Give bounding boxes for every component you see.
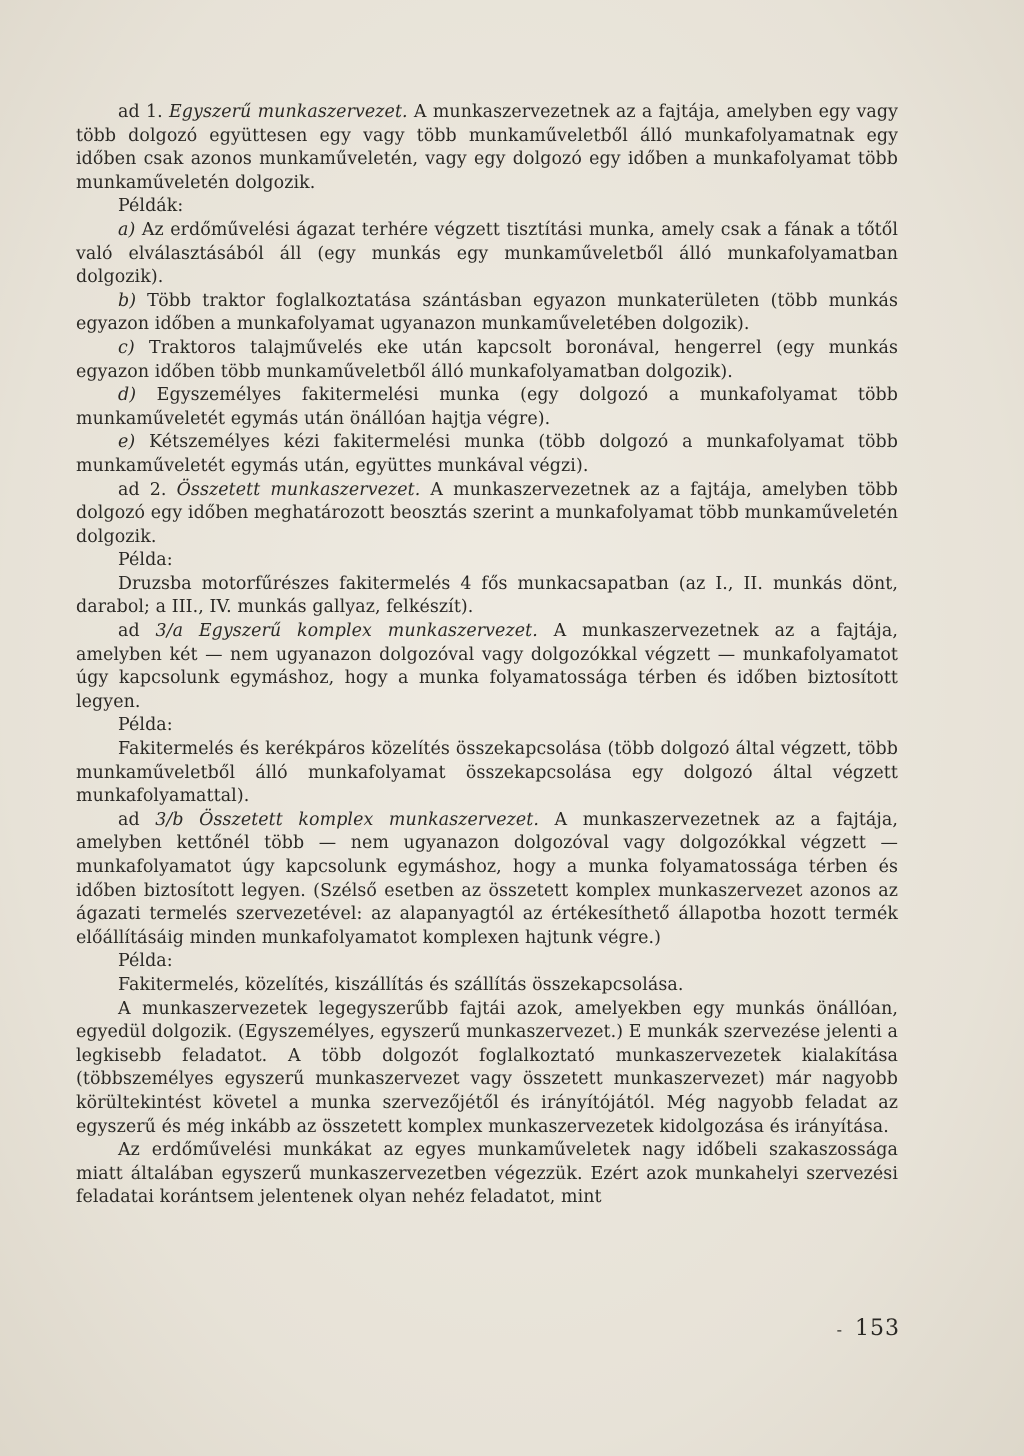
page-number-value: 153 <box>855 1316 900 1341</box>
list-marker: c) <box>118 337 135 358</box>
page-number <box>837 1316 900 1341</box>
paragraph-lead: ad 2. <box>118 479 177 500</box>
paragraph-text: Egyszemélyes fakitermelési munka (egy dolgozó a munkafolyamat több munkaműveletét egymás után önállóan hajtja végre). <box>76 385 898 429</box>
paragraph-lead: ad <box>118 809 156 830</box>
paragraph-body-2 <box>76 1139 898 1210</box>
paragraph-example-druzsba <box>76 573 898 620</box>
list-marker: d) <box>118 385 137 406</box>
paragraph-example-d <box>76 384 898 431</box>
paragraph-text: Példák: <box>118 196 184 217</box>
paragraph-ad-3b <box>76 809 898 951</box>
paragraph-term: 3/b Összetett komplex munkaszervezet. <box>155 809 540 830</box>
paragraph-example-a <box>76 219 898 290</box>
paragraph-term: 3/a Egyszerű komplex munkaszervezet. <box>155 621 538 642</box>
paragraph-lead: ad <box>118 621 156 642</box>
body-text <box>76 101 898 1210</box>
paragraph-example-heading <box>76 549 898 573</box>
paragraph-text: Példa: <box>118 951 173 972</box>
paragraph-text: Az erdőművelési munkákat az egyes munkaműveletek nagy időbeli szakaszossága miatt általában egyszerű munkaszervezetben végezzük. Ezért azok munkahelyi szervezési feladatai korántsem jelentenek olyan nehéz feladatot, mint <box>76 1140 898 1208</box>
paragraph-example-heading <box>76 950 898 974</box>
paragraph-text: A munkaszervezetnek az a fajtája, amelyben egy vagy több dolgozó együttesen egy vagy több munkaműveletből álló munkafolyamatnak egy időben csak azonos munkaműveletén, vagy egy dolgozó egy időben a munkafolyamat több munkaműveletén dolgozik. <box>76 102 898 193</box>
paragraph-example-heading <box>76 714 898 738</box>
paragraph-text: A munkaszervezetnek az a fajtája, amelyben kettőnél több — nem ugyanazon dolgozóval vagy dolgozókkal végzett — munkafolyamatot úgy kapcsolunk egymáshoz, hogy a munka folyamatossága térben és időben biztosított legyen. (Szélső esetben az összetett komplex munkaszervezet azonos az ágazati termelés szervezetével: az alapanyagtól az értékesíthető állapotba hozott termék előállításáig minden munkafolyamatot komplexen hajtunk végre.) <box>76 809 898 948</box>
page-number-dash: - <box>836 1320 843 1339</box>
paragraph-text: Druzsba motorfűrészes fakitermelés 4 fős munkacsapatban (az I., II. munkás dönt, darabol; a III., IV. munkás gallyaz, felkészít). <box>76 573 898 618</box>
paragraph-text: A munkaszervezetnek az a fajtája, amelyben több dolgozó egy időben meghatározott beosztás szerint a munkafolyamat több munkaműveletén dolgozik. <box>76 479 898 547</box>
paragraph-text: Az erdőművelési ágazat terhére végzett tisztítási munka, amely csak a fának a tőtől való elválasztásából áll (egy munkás egy munkaműveletből álló munkafolyamatban dolgozik). <box>76 219 898 288</box>
paragraph-text: Traktoros talajművelés eke után kapcsolt boronával, hengerrel (egy munkás egyazon időben több munkaműveletből álló munkafolyamatban dolgozik). <box>76 337 898 382</box>
paragraph-lead: ad 1. <box>118 102 169 122</box>
paragraph-term: Összetett munkaszervezet. <box>176 479 421 500</box>
paragraph-text: A munkaszervezetek legegyszerűbb fajtái azok, amelyekben egy munkás önállóan, egyedül dolgozik. (Egyszemélyes, egyszerű munkaszervezet.) E munkák szervezése jelenti a legkisebb feladatot. A több dolgozót foglalkoztató munkaszervezetek kialakítása (többszemélyes egyszerű munkaszervezet vagy összetett munkaszervezet) már nagyobb körültekintést követel a munka szervezőjétől és irányítójától. Még nagyobb feladat az egyszerű és még inkább az összetett komplex munkaszervezetek kidolgozása és irányítása. <box>76 998 898 1137</box>
paragraph-text: Példa: <box>118 715 173 736</box>
paragraph-text: Több traktor foglalkoztatása szántásban egyazon munkaterületen (több munkás egyazon időben a munkafolyamat ugyanazon munkaműveletében dolgozik). <box>76 290 898 335</box>
paragraph-example-fakitermeles <box>76 738 898 809</box>
paragraph-body-1 <box>76 998 898 1140</box>
paragraph-examples-heading <box>76 195 898 219</box>
paragraph-example-osszekapcsolas <box>76 974 898 998</box>
paragraph-example-c <box>76 337 898 384</box>
paragraph-text: Fakitermelés és kerékpáros közelítés összekapcsolása (több dolgozó által végzett, több munkaműveletből álló munkafolyamat összekapcsolása egy dolgozó által végzett munkafolyamattal). <box>76 739 898 807</box>
paragraph-text: Példa: <box>118 550 173 571</box>
paragraph-text: A munkaszervezetnek az a fajtája, amelyben két — nem ugyanazon dolgozóval vagy dolgozókkal végzett — munkafolyamatot úgy kapcsolunk egymáshoz, hogy a munka folyamatossága térben és időben biztosított legyen. <box>76 621 898 712</box>
paragraph-example-e <box>76 431 898 478</box>
paragraph-ad-1 <box>76 101 898 195</box>
paragraph-ad-2 <box>76 479 898 550</box>
paragraph-ad-3a <box>76 620 898 714</box>
list-marker: b) <box>118 290 137 311</box>
paragraph-example-b <box>76 290 898 337</box>
paragraph-text: Kétszemélyes kézi fakitermelési munka (több dolgozó a munkafolyamat több munkaműveletét egymás után, együttes munkával végzi). <box>76 432 898 476</box>
list-marker: e) <box>118 432 136 453</box>
paragraph-text: Fakitermelés, közelítés, kiszállítás és szállítás összekapcsolása. <box>118 974 684 995</box>
paragraph-term: Egyszerű munkaszervezet. <box>169 102 408 122</box>
list-marker: a) <box>118 219 136 240</box>
